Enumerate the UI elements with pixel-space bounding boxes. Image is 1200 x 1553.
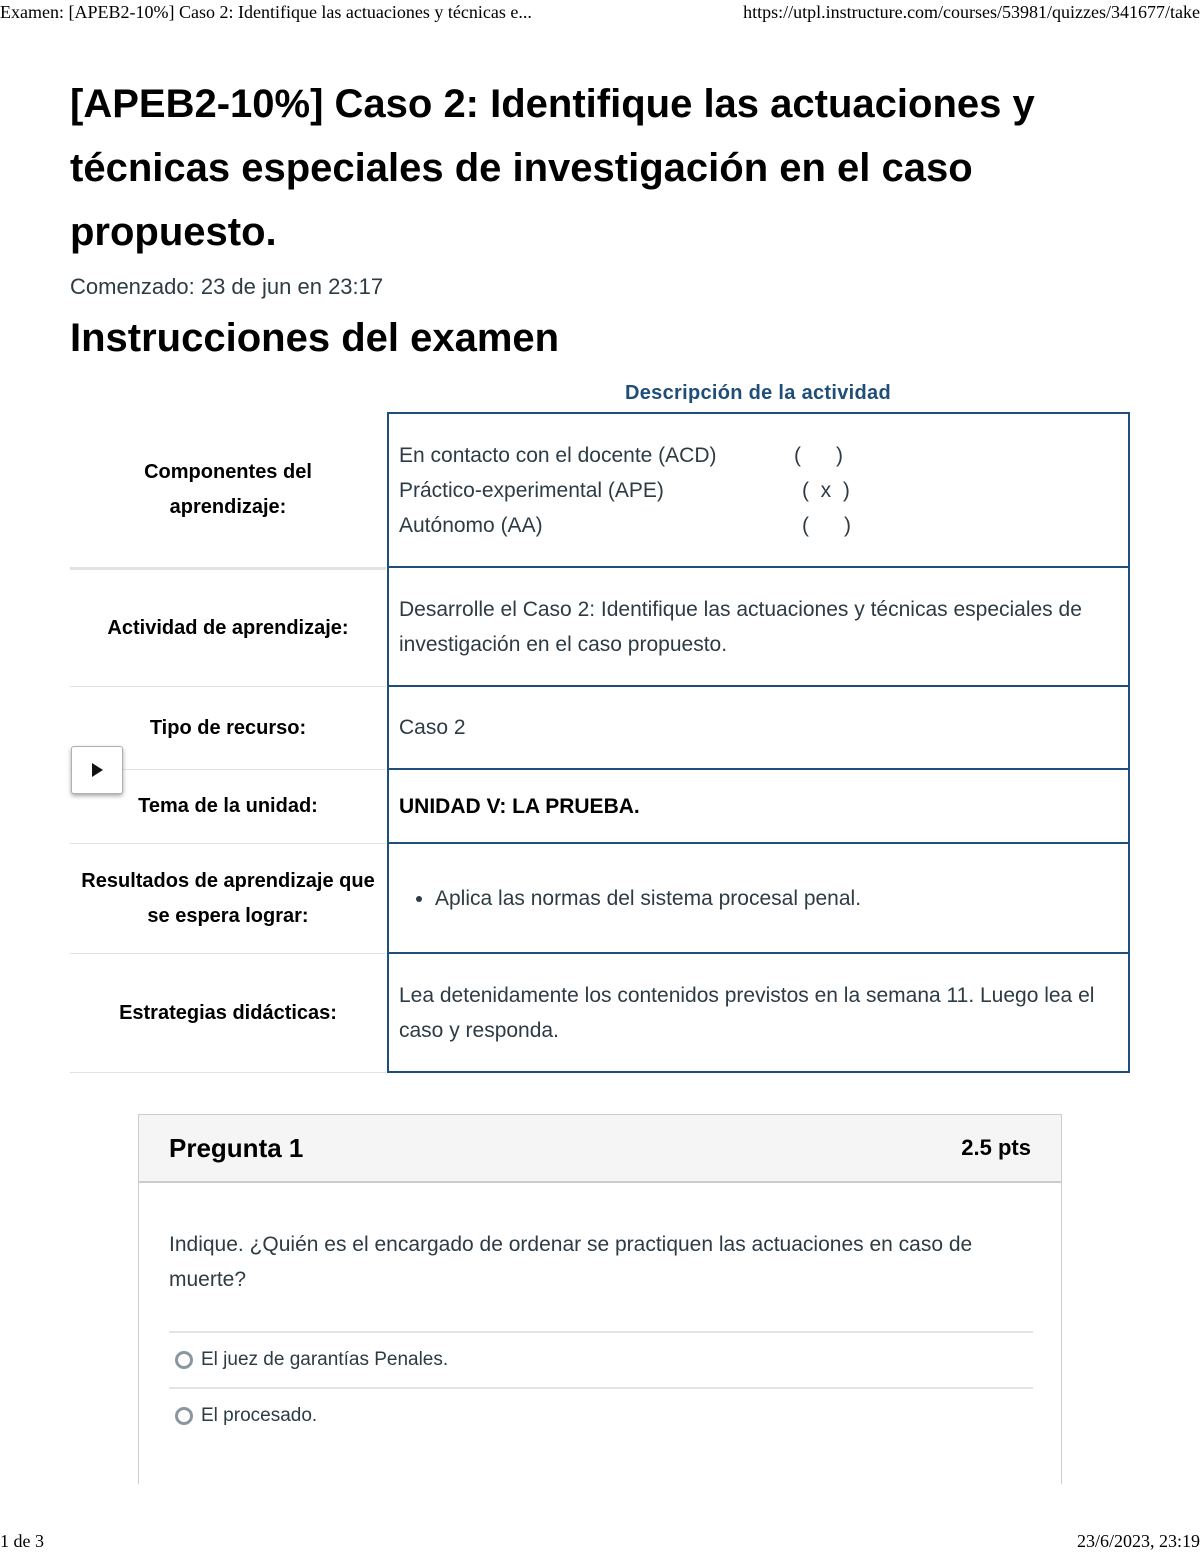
- print-header-title: Examen: [APEB2-10%] Caso 2: Identifique las actuaciones y técnicas e...: [0, 2, 532, 22]
- component-mark: ( ): [802, 513, 851, 537]
- components-label-text: Componentes del aprendizaje:: [144, 460, 312, 518]
- print-footer: [0, 1529, 1200, 1553]
- strategies-label: Estrategias didácticas:: [70, 954, 386, 1073]
- question-points: 2.5 pts: [961, 1135, 1031, 1160]
- results-label-text: Resultados de aprendizaje que se espera lograr:: [81, 869, 375, 927]
- component-ape: [399, 473, 851, 508]
- results-cell: [387, 842, 1130, 954]
- answer-label: El procesado.: [201, 1405, 318, 1426]
- component-name: Práctico-experimental (APE): [399, 478, 664, 502]
- instructions-title: Instrucciones del examen: [70, 316, 560, 360]
- component-name: Autónomo (AA): [399, 513, 543, 537]
- component-aa: [399, 508, 851, 543]
- resource-label: Tipo de recurso:: [70, 687, 386, 770]
- components-label: [70, 412, 386, 568]
- unit-label: Tema de la unidad:: [70, 770, 386, 844]
- radio-button[interactable]: [175, 1407, 193, 1425]
- answer-option[interactable]: [169, 1331, 1033, 1387]
- strategies-cell: Lea detenidamente los contenidos previstos en la semana 11. Luego lea el caso y responda.: [387, 952, 1130, 1073]
- results-label: [70, 844, 386, 954]
- results-list-item: Aplica las normas del sistema procesal penal.: [435, 881, 861, 916]
- page-title: [APEB2-10%] Caso 2: Identifique las actuaciones y técnicas especiales de investigación en el caso propuesto.: [70, 82, 1035, 254]
- results-list: [399, 881, 861, 916]
- component-mark: ( ): [794, 443, 843, 467]
- print-header-url: https://utpl.instructure.com/courses/53981/quizzes/341677/take: [743, 2, 1200, 22]
- unit-cell: UNIDAD V: LA PRUEBA.: [387, 768, 1130, 844]
- print-footer-datetime: 23/6/2023, 23:19: [1076, 1531, 1200, 1551]
- answer-label: El juez de garantías Penales.: [201, 1349, 449, 1370]
- components-cell: [387, 412, 1130, 568]
- print-footer-page: 1 de 3: [0, 1531, 44, 1551]
- component-mark: ( x ): [802, 478, 850, 502]
- activity-table-caption: Descripción de la actividad: [625, 382, 891, 404]
- question-card: [138, 1114, 1062, 1484]
- started-timestamp: Comenzado: 23 de jun en 23:17: [70, 274, 384, 299]
- activity-cell: Desarrolle el Caso 2: Identifique las actuaciones y técnicas especiales de investigación en el caso propuesto.: [387, 566, 1130, 687]
- question-header: [139, 1115, 1061, 1183]
- answer-option[interactable]: [169, 1387, 1033, 1443]
- play-icon: [90, 762, 104, 778]
- component-acd: [399, 438, 851, 473]
- question-text: Indique. ¿Quién es el encargado de ordenar se practiquen las actuaciones en caso de muerte?: [169, 1233, 973, 1291]
- question-name: Pregunta 1: [169, 1132, 304, 1163]
- resource-cell: Caso 2: [387, 685, 1130, 770]
- radio-button[interactable]: [175, 1351, 193, 1369]
- print-header: [0, 0, 1200, 24]
- play-button[interactable]: [71, 746, 123, 794]
- activity-label: Actividad de aprendizaje:: [70, 568, 386, 687]
- component-name: En contacto con el docente (ACD): [399, 443, 717, 467]
